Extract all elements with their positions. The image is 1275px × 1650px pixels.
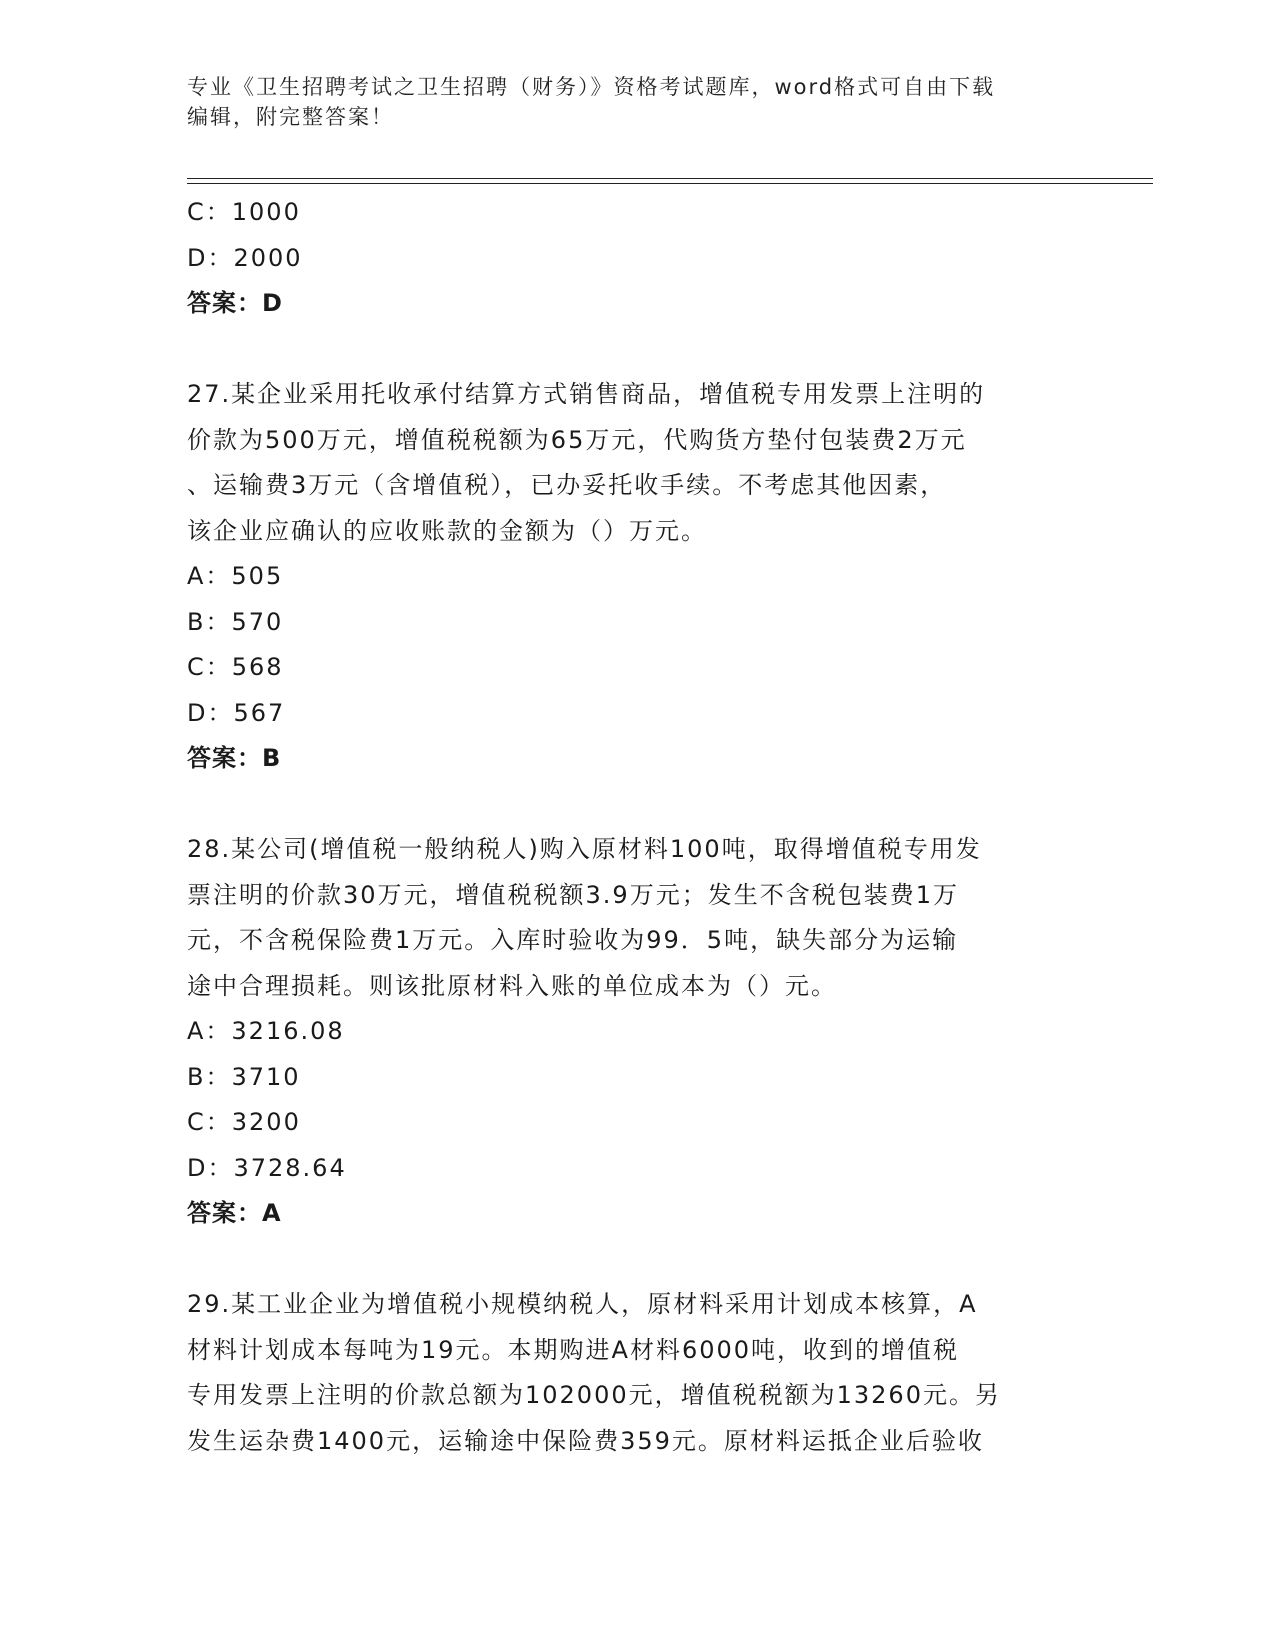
option-c: C：568 [187,653,284,681]
header-rule-bottom [187,183,1153,184]
header-line-2: 编辑，附完整答案！ [187,105,394,129]
answer-label: 答案：A [187,1199,282,1227]
option-d: D：3728.64 [187,1153,347,1182]
question-27 [187,372,1087,782]
option-b: B：570 [187,607,284,636]
option-d: D：567 [187,698,286,727]
option-a: A：3216.08 [187,1017,345,1045]
header-rule-top [187,178,1153,179]
question-text-line: 元，不含税保险费1万元。入库时验收为99．5吨，缺失部分为运输 [187,926,959,954]
question-29 [187,1282,1087,1464]
question-text-line: 发生运杂费1400元，运输途中保险费359元。原材料运抵企业后验收 [187,1426,984,1455]
option-c: C：1000 [187,198,301,226]
answer-label: 答案：B [187,744,282,772]
question-text-line: 29.某工业企业为增值税小规模纳税人，原材料采用计划成本核算，A [187,1290,978,1318]
option-c: C：3200 [187,1108,301,1136]
option-b: B：3710 [187,1062,301,1091]
question-text-line: 价款为500万元，增值税税额为65万元，代购货方垫付包装费2万元 [187,425,967,454]
question-28 [187,827,1087,1237]
option-a: A：505 [187,562,284,590]
option-d: D：2000 [187,243,303,272]
question-text-line: 27.某企业采用托收承付结算方式销售商品，增值税专用发票上注明的 [187,380,986,408]
question-text-line: 票注明的价款30万元，增值税税额3.9万元；发生不含税包装费1万 [187,880,959,909]
question-text-line: 、运输费3万元（含增值税），已办妥托收手续。不考虑其他因素， [187,471,947,499]
header-line-1: 专业《卫生招聘考试之卫生招聘（财务）》资格考试题库，word格式可自由下载 [187,75,996,99]
question-text-line: 途中合理损耗。则该批原材料入账的单位成本为（）元。 [187,971,837,1000]
question-content [187,190,1087,1464]
question-text-line: 28.某公司(增值税一般纳税人)购入原材料100吨，取得增值税专用发 [187,835,982,863]
answer-label: 答案：D [187,289,283,317]
question-text-line: 该企业应确认的应收账款的金额为（）万元。 [187,516,707,545]
question-26-tail [187,190,1087,327]
document-header [187,72,1067,132]
question-text-line: 专用发票上注明的价款总额为102000元，增值税税额为13260元。另 [187,1381,1001,1409]
question-text-line: 材料计划成本每吨为19元。本期购进A材料6000吨，收到的增值税 [187,1335,960,1364]
